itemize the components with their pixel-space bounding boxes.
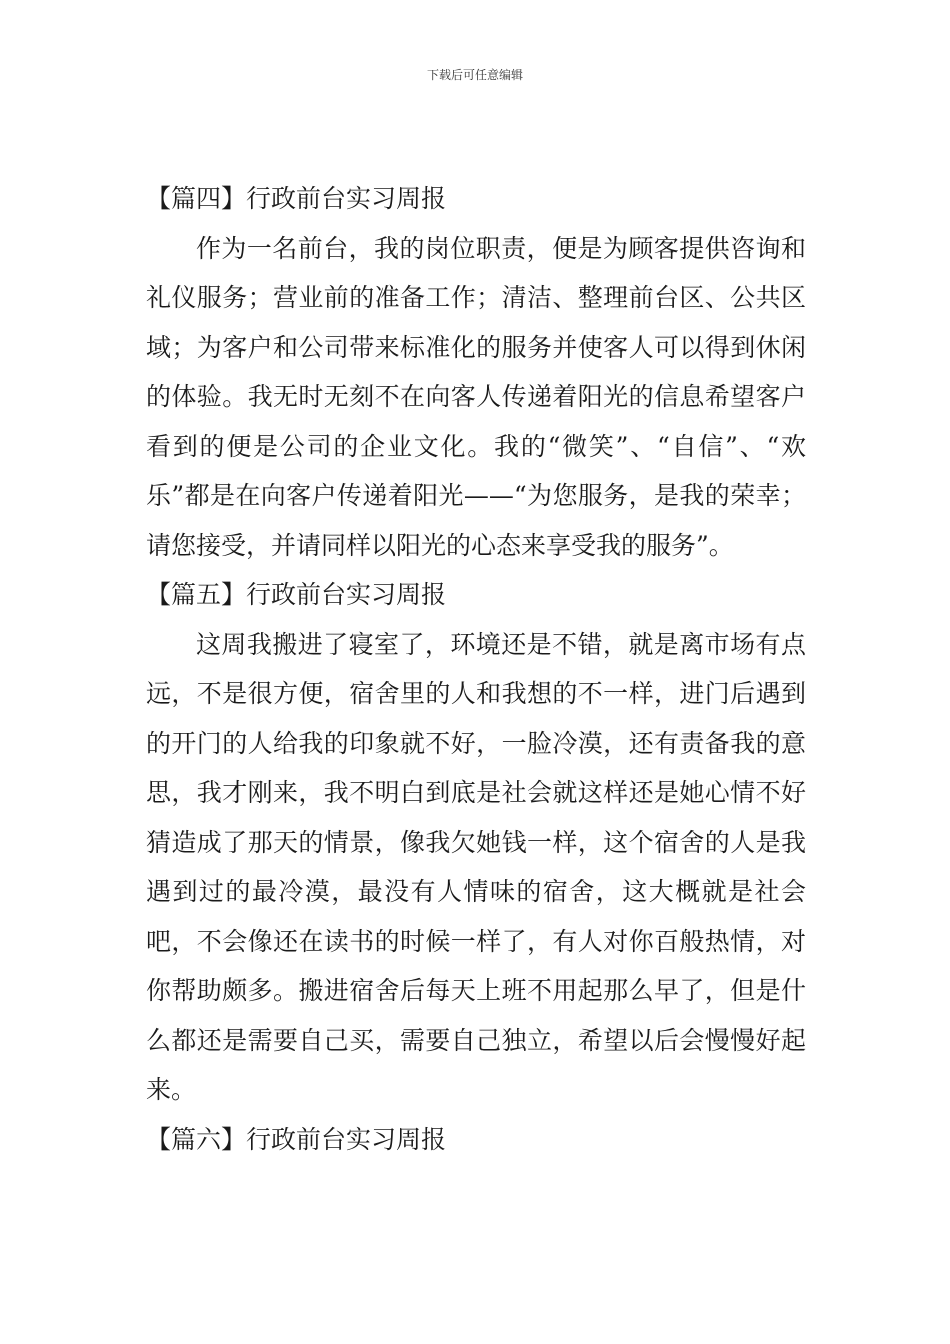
paragraph-line: 我的意思，我才刚来，我不明白到底是社会就这样还是她 [146,728,806,807]
paragraph-line: 希望客户看到的便是公司的企业文化。我的“微笑”、 [146,382,806,461]
page-header-note: 下载后可任意编辑 [426,68,523,82]
paragraph-line: 遇到的开门的人给我的印象就不好，一脸冷漠，还有责备 [146,679,806,758]
paragraph-line: 这周我搬进了寝室了，环境还是不错，就是离市场有 [196,629,781,659]
paragraph-line: 么早了，但是什么都还是需要自己买，需要自己独立，希 [146,976,806,1055]
section-paragraph-5 [146,620,806,1115]
paragraph-line: 百般热情，对你帮助颇多。搬进宿舍后每天上班不用起那 [146,926,806,1005]
section-heading-6: 【篇六】行政前台实习周报 [146,1124,447,1154]
section-heading-4: 【篇四】行政前台实习周报 [146,184,447,213]
paragraph-line: 心情不好猜造成了那天的情景，像我欠她钱一样，这个宿 [146,778,806,857]
paragraph-line: 和礼仪服务；营业前的准备工作；清洁、整理前台区、公 [146,233,806,312]
section-heading-5: 【篇五】行政前台实习周报 [146,580,447,609]
paragraph-line: 舍的人是我遇到过的最冷漠，最没有人情味的宿舍，这大 [146,827,806,906]
section-paragraph-4 [146,224,806,571]
paragraph-line: 服务，是我的荣幸；请您接受，并请同样以阳光的心态来 [146,481,806,560]
document-body [146,174,806,1164]
paragraph-line: 点远，不是很方便，宿舍里的人和我想的不一样，进门后 [146,629,806,708]
paragraph-line: 概就是社会吧，不会像还在读书的时候一样了，有人对你 [146,877,806,956]
paragraph-line: 望以后会慢慢好起来。 [146,1025,806,1104]
paragraph-line: “自信”、“欢乐”都是在向客户传递着阳光——“为您 [146,431,806,510]
paragraph-line: 共区域；为客户和公司带来标准化的服务并使客人可以得 [146,283,806,362]
paragraph-line: 享受我的服务”。 [546,530,734,560]
paragraph-line: 到休闲的体验。我无时无刻不在向客人传递着阳光的信息 [146,332,806,411]
paragraph-line: 作为一名前台，我的岗位职责，便是为顾客提供咨询 [196,233,781,263]
